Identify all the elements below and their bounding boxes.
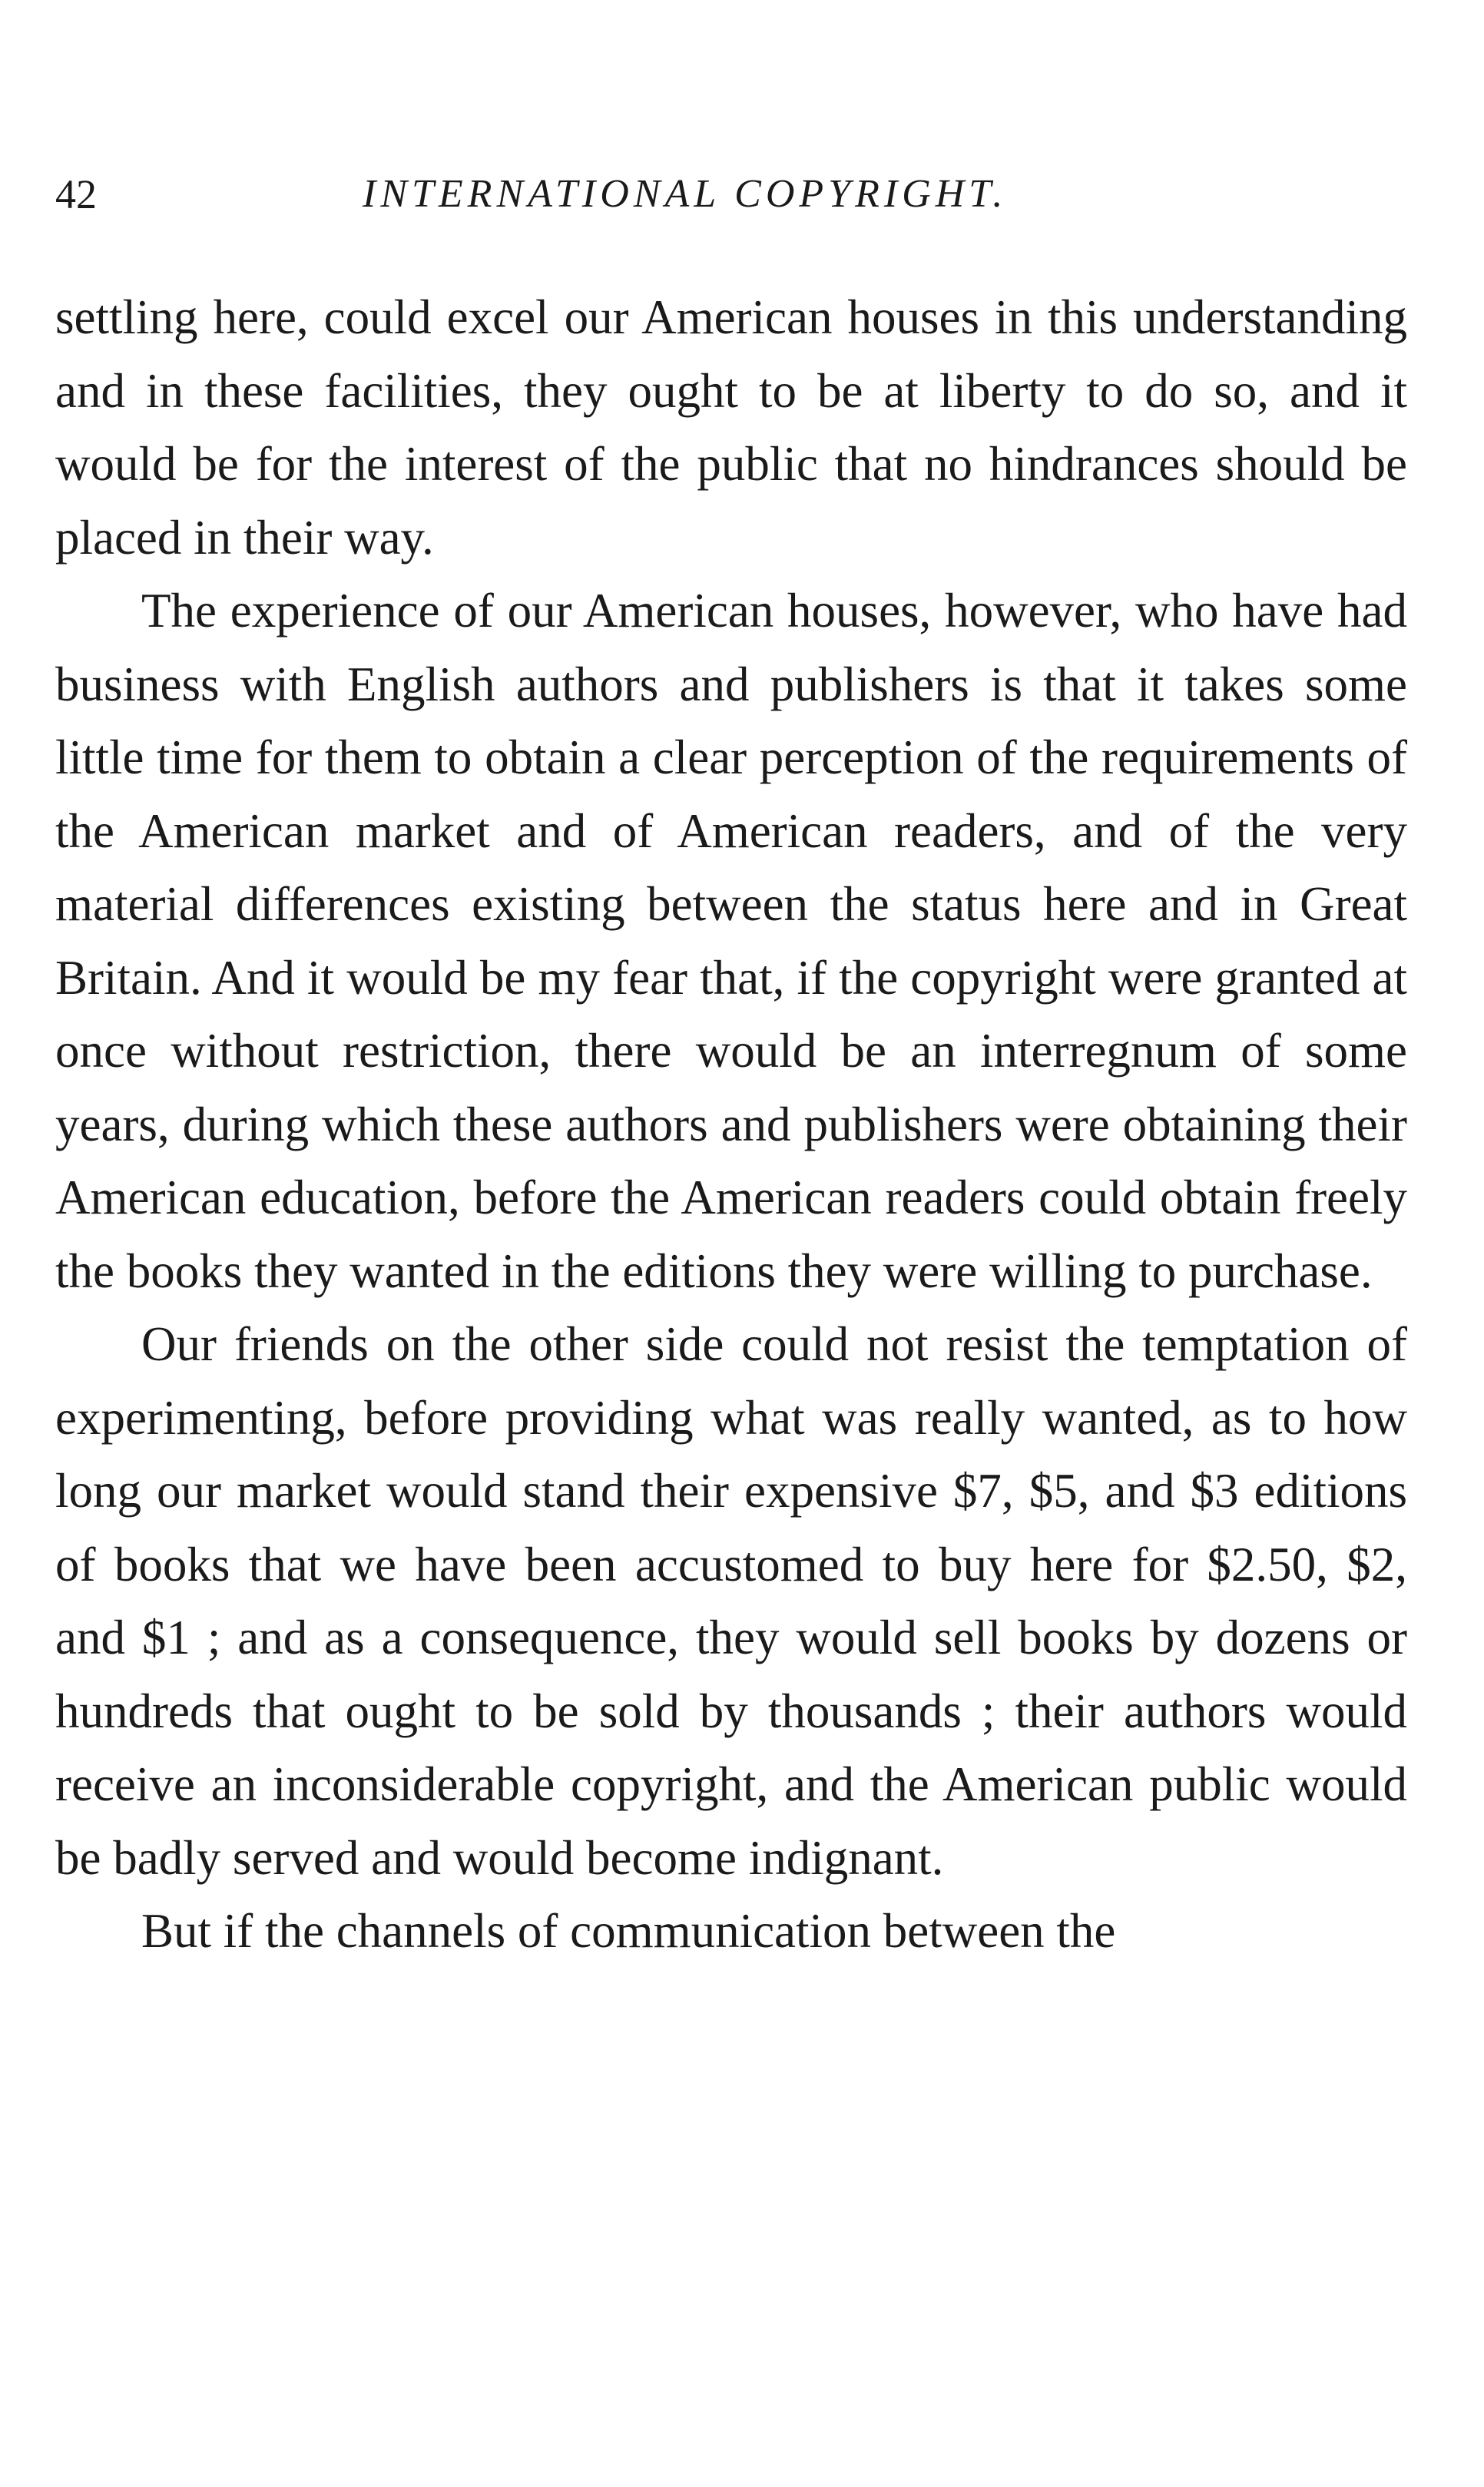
paragraph-continues: But if the channels of communication between the [141, 1904, 1116, 1958]
paragraph: Our friends on the other side could not resist the temptation of experimenting, before providing what was really wanted, as to how long our market would stand their expensive $7, $5, and $3 editions of books that we have been accustomed to buy here for $2.50, $2, and $1 ; and as a consequence, they would sell books by dozens or hundreds that ought to be sold by thousands ; their authors would receive an inconsiderable copyright, and the American public would be badly served and would become indignant. [55, 1317, 1407, 1885]
paragraph: The experience of our American houses, however, who have had business with English authors and publishers is that it takes some little time for them to obtain a clear perception of the requirements of the American market and of American readers, and of the very material differences existing between the status here and in Great Britain. And it would be my fear that, if the copyright were granted at once without restriction, there would be an interregnum of some years, during which these authors and publishers were obtaining their American education, before the American readers could obtain freely the books they wanted in the editions they were willing to purchase. [55, 584, 1407, 1298]
body-text [55, 281, 1407, 1969]
running-head [55, 167, 1400, 221]
page-number: 42 [55, 171, 97, 217]
paragraph-continued: settling here, could excel our American houses in this understanding and in these facilities, they ought to be at liberty to do so, and it would be for the interest of the public that no hindrances should be placed in their way. [55, 290, 1407, 565]
running-title: INTERNATIONAL COPYRIGHT. [363, 172, 1008, 216]
